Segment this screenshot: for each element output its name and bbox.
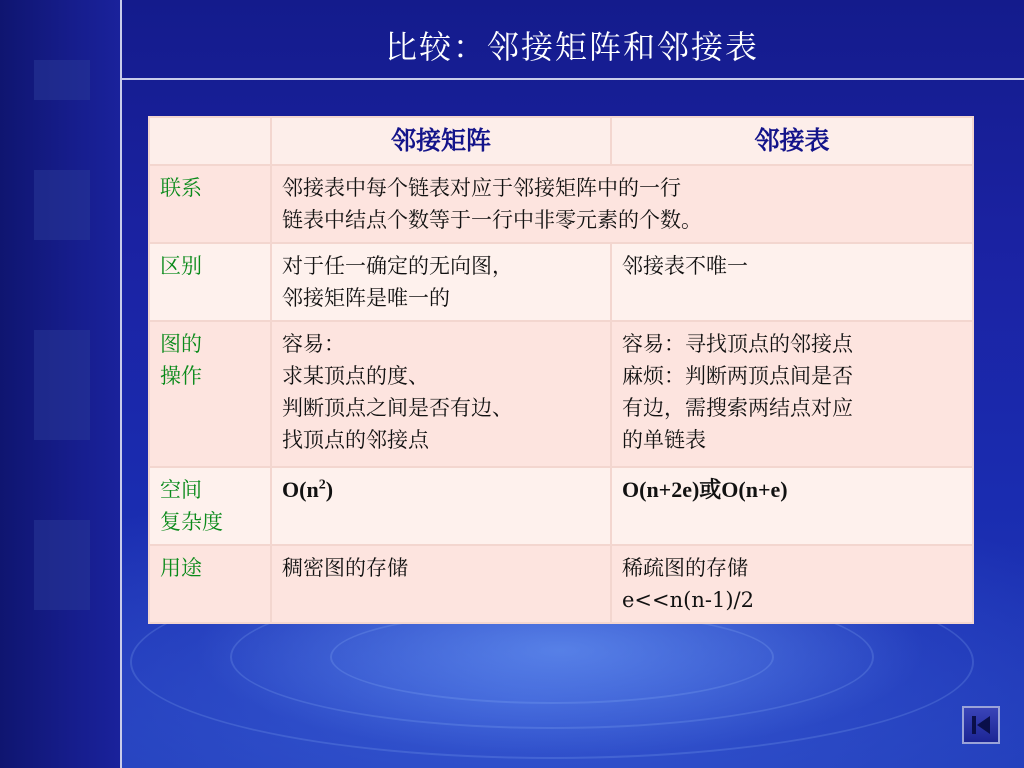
row-label: 区别: [149, 243, 271, 321]
row-label: 图的 操作: [149, 321, 271, 467]
complexity-exponent: 2: [318, 477, 326, 493]
left-decor-block: [34, 170, 90, 240]
matrix-cell: [271, 467, 611, 545]
table-row: [149, 321, 973, 467]
table-row: [149, 545, 973, 623]
first-slide-button[interactable]: [962, 706, 1000, 744]
table-header-row: [149, 117, 973, 165]
title-underline: [120, 78, 1024, 80]
complexity-base: O(n: [282, 477, 319, 502]
relation-cell: 邻接表中每个链表对应于邻接矩阵中的一行 链表中结点个数等于一行中非零元素的个数。: [271, 165, 973, 243]
row-label: 联系: [149, 165, 271, 243]
table-row: [149, 467, 973, 545]
water-ripple: [330, 610, 774, 704]
comparison-table: [148, 116, 974, 624]
left-decor-block: [34, 330, 90, 440]
row-label: 空间 复杂度: [149, 467, 271, 545]
table-row: [149, 165, 973, 243]
row-label: 用途: [149, 545, 271, 623]
slide-title: 比较：邻接矩阵和邻接表: [384, 28, 759, 66]
matrix-cell: 容易： 求某顶点的度、 判断顶点之间是否有边、 找顶点的邻接点: [271, 321, 611, 467]
matrix-cell: 对于任一确定的无向图， 邻接矩阵是唯一的: [271, 243, 611, 321]
header-adjacency-matrix: 邻接矩阵: [271, 117, 611, 165]
list-cell: 容易：寻找顶点的邻接点 麻烦：判断两顶点间是否 有边，需搜索两结点对应 的单链表: [611, 321, 973, 467]
left-decor-block: [34, 60, 90, 100]
header-adjacency-list: 邻接表: [611, 117, 973, 165]
header-empty-cell: [149, 117, 271, 165]
matrix-cell: 稠密图的存储: [271, 545, 611, 623]
complexity-close: ): [325, 477, 334, 502]
left-decor-block: [34, 520, 90, 610]
table-row: [149, 243, 973, 321]
list-cell: 稀疏图的存储 e<<n(n-1)/2: [611, 545, 973, 623]
list-cell: 邻接表不唯一: [611, 243, 973, 321]
vertical-rule: [120, 0, 122, 768]
list-cell: O(n+2e)或O(n+e): [611, 467, 973, 545]
